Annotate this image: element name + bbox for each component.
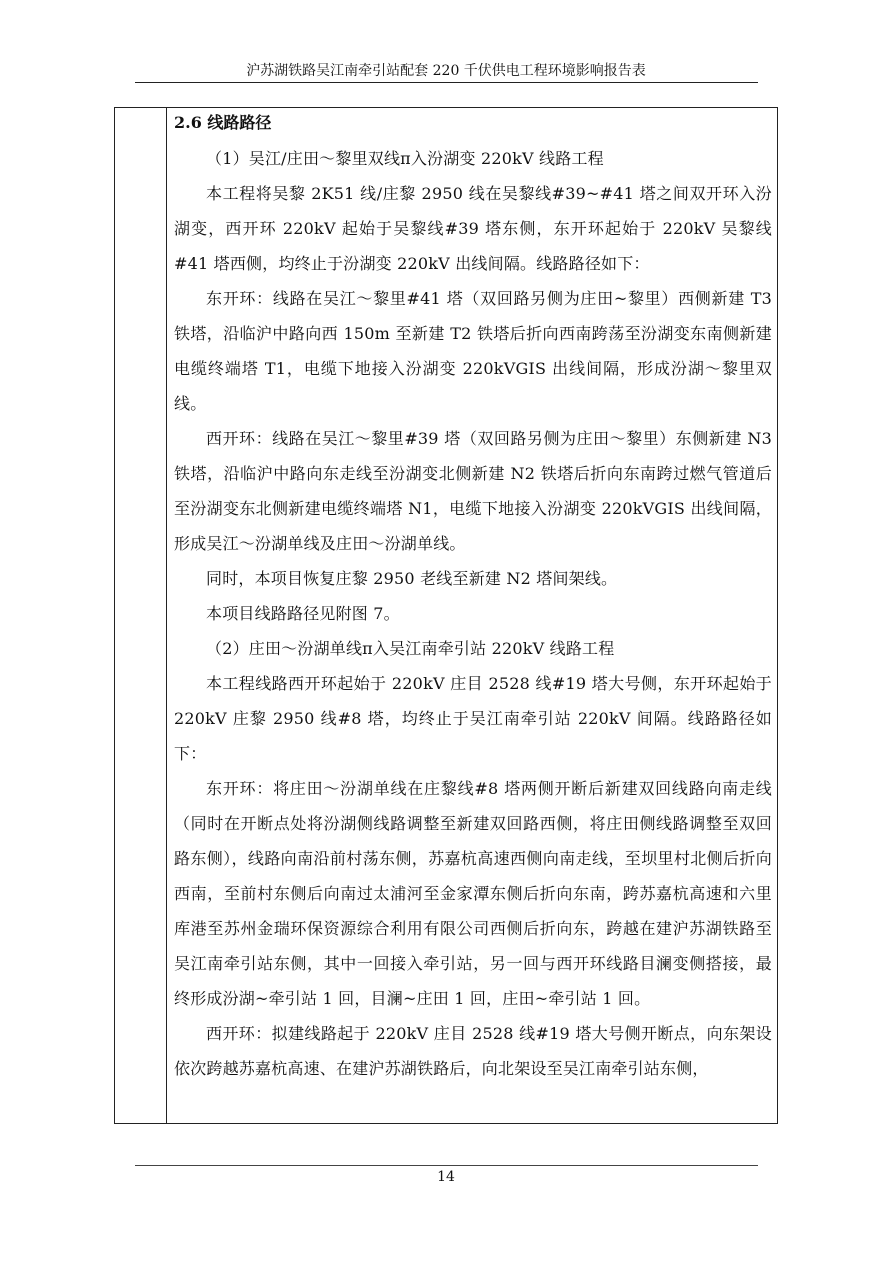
paragraph: 本项目线路路径见附图 7。: [206, 604, 400, 623]
paragraph-subheading-1: （1）吴江/庄田～黎里双线π入汾湖变 220kV 线路工程: [206, 149, 604, 168]
paragraph: 东开环：将庄田～汾湖单线在庄黎线#8 塔两侧开断后新建双回线路向南走线（同时在开断点处将汾湖侧线路调整至新建双回路西侧，将庄田侧线路调整至双回路东侧），线路向南沿前村荡东侧，苏嘉杭高速西侧向南走线，至坝里村北侧后折向西南，至前村东侧后向南过太浦河至金家潭东侧后折向东南，跨苏嘉杭高速和六里库港至苏州金瑞环保资源综合利用有限公司西侧后折向东，跨越在建沪苏湖铁路至吴江南牵引站东侧，其中一回接入牵引站，另一回与西开环线路目澜变侧搭接，最终形成汾湖~牵引站 1 回，目澜~庄田 1 回，庄田~牵引站 1 回。: [174, 779, 772, 1008]
paragraph: 东开环：线路在吴江～黎里#41 塔（双回路另侧为庄田~黎里）西侧新建 T3 铁塔，沿临沪中路向西 150m 至新建 T2 铁塔后折向西南跨荡至汾湖变东南侧新建电缆终端塔 T1，电缆下地接入汾湖变 220kVGIS 出线间隔，形成汾湖～黎里双线。: [174, 289, 772, 413]
header-divider: [135, 82, 758, 83]
paragraph: 西开环：线路在吴江～黎里#39 塔（双回路另侧为庄田～黎里）东侧新建 N3 铁塔，沿临沪中路向东走线至汾湖变北侧新建 N2 铁塔后折向东南跨过燃气管道后至汾湖变东北侧新建电缆终端塔 N1，电缆下地接入汾湖变 220kVGIS 出线间隔，形成吴江～汾湖单线及庄田～汾湖单线。: [174, 429, 772, 553]
section-title: 2.6 线路路径: [174, 113, 272, 132]
page-header-title: 沪苏湖铁路吴江南牵引站配套 220 千伏供电工程环境影响报告表: [246, 63, 646, 79]
section-content: [174, 107, 772, 1086]
paragraph: 同时，本项目恢复庄黎 2950 老线至新建 N2 塔间架线。: [206, 569, 618, 588]
paragraph: 本工程将吴黎 2K51 线/庄黎 2950 线在吴黎线#39~#41 塔之间双开环入汾湖变，西开环 220kV 起始于吴黎线#39 塔东侧，东开环起始于 220kV 吴黎线#41 塔西侧，均终止于汾湖变 220kV 出线间隔。线路路径如下：: [174, 184, 772, 273]
paragraph-subheading-2: （2）庄田～汾湖单线π入吴江南牵引站 220kV 线路工程: [206, 639, 615, 658]
paragraph: 西开环：拟建线路起于 220kV 庄目 2528 线#19 塔大号侧开断点，向东架设依次跨越苏嘉杭高速、在建沪苏湖铁路后，向北架设至吴江南牵引站东侧，: [174, 1024, 772, 1078]
table-column-divider: [166, 107, 167, 1124]
page-number: 14: [437, 1169, 455, 1185]
paragraph: 本工程线路西开环起始于 220kV 庄目 2528 线#19 塔大号侧，东开环起始于 220kV 庄黎 2950 线#8 塔，均终止于吴江南牵引站 220kV 间隔。线路路径如下：: [174, 674, 772, 763]
footer-divider: [135, 1165, 758, 1166]
